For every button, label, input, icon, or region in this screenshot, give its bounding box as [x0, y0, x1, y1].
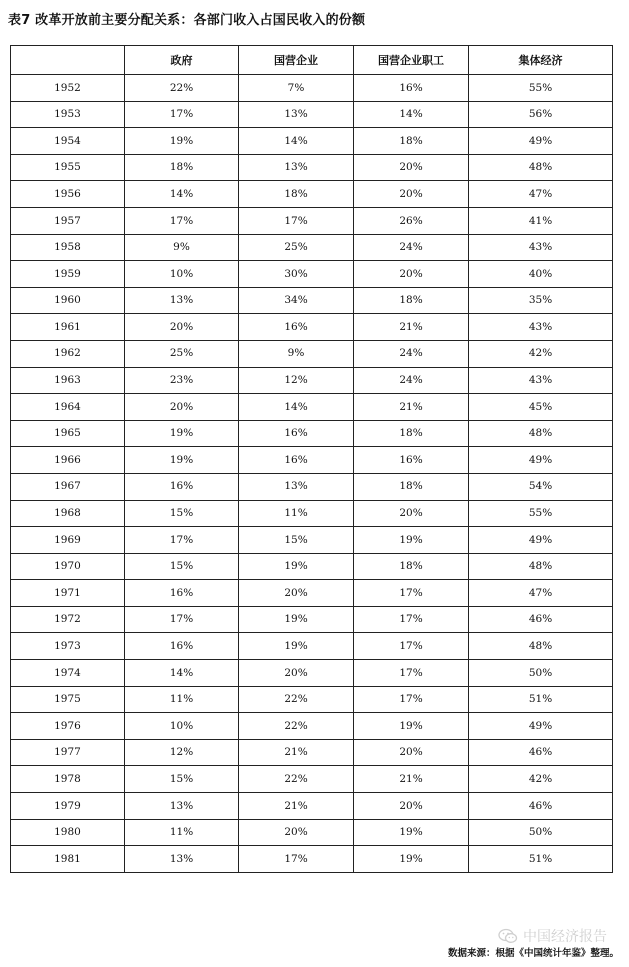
header-cell-collective: 集体经济 [469, 46, 613, 75]
cell-state-employees: 21% [354, 394, 469, 421]
data-table [10, 45, 613, 873]
cell-state-employees: 17% [354, 606, 469, 633]
cell-state-enterprise: 20% [239, 580, 354, 607]
header-cell-year [11, 46, 125, 75]
cell-collective: 43% [469, 314, 613, 341]
cell-government: 17% [125, 101, 239, 128]
cell-government: 19% [125, 420, 239, 447]
cell-collective: 42% [469, 340, 613, 367]
cell-government: 19% [125, 128, 239, 155]
cell-collective: 48% [469, 553, 613, 580]
cell-year: 1962 [11, 340, 125, 367]
cell-government: 9% [125, 234, 239, 261]
cell-state-employees: 17% [354, 660, 469, 687]
cell-state-enterprise: 13% [239, 101, 354, 128]
cell-government: 16% [125, 580, 239, 607]
cell-collective: 46% [469, 793, 613, 820]
table-row [11, 553, 613, 580]
cell-state-employees: 17% [354, 686, 469, 713]
cell-state-enterprise: 17% [239, 846, 354, 873]
source-note: 数据来源：根据《中国统计年鉴》整理。 [447, 948, 619, 959]
cell-year: 1955 [11, 154, 125, 181]
table-row [11, 447, 613, 474]
cell-government: 16% [125, 633, 239, 660]
cell-collective: 46% [469, 739, 613, 766]
cell-state-employees: 19% [354, 713, 469, 740]
cell-year: 1972 [11, 606, 125, 633]
cell-state-enterprise: 18% [239, 181, 354, 208]
cell-government: 23% [125, 367, 239, 394]
table-row [11, 234, 613, 261]
cell-state-enterprise: 16% [239, 420, 354, 447]
cell-government: 16% [125, 473, 239, 500]
cell-state-enterprise: 13% [239, 473, 354, 500]
cell-state-employees: 20% [354, 793, 469, 820]
cell-collective: 49% [469, 447, 613, 474]
cell-state-employees: 20% [354, 739, 469, 766]
cell-state-enterprise: 21% [239, 739, 354, 766]
cell-collective: 47% [469, 181, 613, 208]
cell-government: 25% [125, 340, 239, 367]
cell-government: 13% [125, 793, 239, 820]
table-row [11, 181, 613, 208]
table-row [11, 606, 613, 633]
cell-year: 1975 [11, 686, 125, 713]
cell-state-enterprise: 25% [239, 234, 354, 261]
table-row [11, 128, 613, 155]
cell-state-employees: 17% [354, 633, 469, 660]
cell-state-enterprise: 22% [239, 686, 354, 713]
cell-year: 1980 [11, 819, 125, 846]
cell-state-employees: 17% [354, 580, 469, 607]
cell-collective: 48% [469, 633, 613, 660]
cell-collective: 51% [469, 686, 613, 713]
cell-state-employees: 16% [354, 447, 469, 474]
cell-government: 12% [125, 739, 239, 766]
cell-state-enterprise: 7% [239, 75, 354, 102]
cell-government: 15% [125, 766, 239, 793]
cell-collective: 49% [469, 713, 613, 740]
watermark-text: 中国经济报告 [523, 929, 607, 945]
table-row [11, 739, 613, 766]
cell-state-employees: 19% [354, 846, 469, 873]
cell-state-employees: 20% [354, 261, 469, 288]
cell-state-employees: 20% [354, 181, 469, 208]
cell-government: 10% [125, 261, 239, 288]
table-row [11, 819, 613, 846]
table-row [11, 420, 613, 447]
cell-collective: 50% [469, 819, 613, 846]
cell-year: 1969 [11, 527, 125, 554]
cell-state-enterprise: 20% [239, 819, 354, 846]
cell-state-enterprise: 14% [239, 394, 354, 421]
cell-state-enterprise: 13% [239, 154, 354, 181]
cell-year: 1966 [11, 447, 125, 474]
cell-government: 13% [125, 846, 239, 873]
cell-year: 1971 [11, 580, 125, 607]
cell-government: 15% [125, 553, 239, 580]
cell-state-employees: 24% [354, 234, 469, 261]
cell-state-employees: 18% [354, 128, 469, 155]
cell-government: 17% [125, 606, 239, 633]
header-cell-government: 政府 [125, 46, 239, 75]
cell-collective: 55% [469, 75, 613, 102]
cell-year: 1965 [11, 420, 125, 447]
cell-state-employees: 20% [354, 154, 469, 181]
cell-year: 1956 [11, 181, 125, 208]
cell-year: 1961 [11, 314, 125, 341]
cell-government: 11% [125, 686, 239, 713]
cell-government: 11% [125, 819, 239, 846]
cell-government: 14% [125, 660, 239, 687]
cell-government: 20% [125, 394, 239, 421]
header-cell-state-employees: 国营企业职工 [354, 46, 469, 75]
cell-year: 1957 [11, 207, 125, 234]
table-title: 表7 改革开放前主要分配关系：各部门收入占国民收入的份额 [8, 13, 366, 28]
cell-collective: 35% [469, 287, 613, 314]
cell-state-enterprise: 22% [239, 713, 354, 740]
table-row [11, 287, 613, 314]
cell-year: 1954 [11, 128, 125, 155]
cell-collective: 47% [469, 580, 613, 607]
cell-state-enterprise: 14% [239, 128, 354, 155]
cell-collective: 49% [469, 128, 613, 155]
wechat-icon [498, 928, 518, 944]
cell-state-enterprise: 21% [239, 793, 354, 820]
table-row [11, 75, 613, 102]
table-header-row [11, 46, 613, 75]
cell-government: 18% [125, 154, 239, 181]
cell-state-employees: 18% [354, 420, 469, 447]
cell-government: 15% [125, 500, 239, 527]
table-row [11, 766, 613, 793]
table-row [11, 660, 613, 687]
cell-state-employees: 24% [354, 340, 469, 367]
cell-year: 1968 [11, 500, 125, 527]
cell-collective: 40% [469, 261, 613, 288]
table-row [11, 101, 613, 128]
cell-government: 19% [125, 447, 239, 474]
cell-state-enterprise: 9% [239, 340, 354, 367]
cell-state-employees: 14% [354, 101, 469, 128]
table-row [11, 580, 613, 607]
cell-year: 1970 [11, 553, 125, 580]
cell-government: 10% [125, 713, 239, 740]
table-row [11, 527, 613, 554]
cell-state-enterprise: 34% [239, 287, 354, 314]
cell-year: 1977 [11, 739, 125, 766]
cell-year: 1973 [11, 633, 125, 660]
cell-year: 1974 [11, 660, 125, 687]
cell-year: 1976 [11, 713, 125, 740]
cell-state-enterprise: 19% [239, 553, 354, 580]
cell-government: 17% [125, 527, 239, 554]
watermark [498, 926, 607, 946]
table-row [11, 261, 613, 288]
table-row [11, 633, 613, 660]
cell-year: 1963 [11, 367, 125, 394]
cell-collective: 49% [469, 527, 613, 554]
cell-year: 1959 [11, 261, 125, 288]
cell-collective: 56% [469, 101, 613, 128]
cell-year: 1960 [11, 287, 125, 314]
table-body [11, 75, 613, 873]
cell-state-enterprise: 30% [239, 261, 354, 288]
header-cell-state-enterprise: 国营企业 [239, 46, 354, 75]
table-row [11, 340, 613, 367]
cell-state-employees: 18% [354, 287, 469, 314]
cell-collective: 45% [469, 394, 613, 421]
cell-collective: 50% [469, 660, 613, 687]
table-row [11, 846, 613, 873]
table-row [11, 207, 613, 234]
cell-state-employees: 20% [354, 500, 469, 527]
cell-collective: 43% [469, 234, 613, 261]
cell-state-employees: 26% [354, 207, 469, 234]
table-row [11, 367, 613, 394]
cell-government: 14% [125, 181, 239, 208]
table-row [11, 686, 613, 713]
table-row [11, 793, 613, 820]
cell-collective: 48% [469, 154, 613, 181]
cell-year: 1952 [11, 75, 125, 102]
cell-state-employees: 18% [354, 553, 469, 580]
cell-state-employees: 21% [354, 766, 469, 793]
cell-year: 1981 [11, 846, 125, 873]
table-row [11, 154, 613, 181]
cell-state-enterprise: 20% [239, 660, 354, 687]
cell-collective: 48% [469, 420, 613, 447]
cell-state-employees: 21% [354, 314, 469, 341]
cell-state-employees: 18% [354, 473, 469, 500]
cell-government: 17% [125, 207, 239, 234]
cell-state-enterprise: 19% [239, 606, 354, 633]
cell-collective: 55% [469, 500, 613, 527]
cell-government: 13% [125, 287, 239, 314]
cell-year: 1958 [11, 234, 125, 261]
table-row [11, 473, 613, 500]
cell-state-enterprise: 16% [239, 314, 354, 341]
cell-state-enterprise: 12% [239, 367, 354, 394]
table-row [11, 500, 613, 527]
cell-collective: 43% [469, 367, 613, 394]
cell-state-enterprise: 19% [239, 633, 354, 660]
cell-year: 1953 [11, 101, 125, 128]
cell-collective: 41% [469, 207, 613, 234]
cell-government: 20% [125, 314, 239, 341]
cell-state-employees: 19% [354, 819, 469, 846]
cell-year: 1967 [11, 473, 125, 500]
cell-state-enterprise: 11% [239, 500, 354, 527]
cell-state-employees: 24% [354, 367, 469, 394]
cell-state-enterprise: 22% [239, 766, 354, 793]
table-row [11, 713, 613, 740]
cell-state-enterprise: 15% [239, 527, 354, 554]
cell-government: 22% [125, 75, 239, 102]
cell-year: 1964 [11, 394, 125, 421]
cell-state-employees: 16% [354, 75, 469, 102]
cell-collective: 51% [469, 846, 613, 873]
cell-year: 1979 [11, 793, 125, 820]
table-row [11, 394, 613, 421]
cell-collective: 46% [469, 606, 613, 633]
cell-state-employees: 19% [354, 527, 469, 554]
cell-collective: 42% [469, 766, 613, 793]
table-row [11, 314, 613, 341]
cell-state-enterprise: 17% [239, 207, 354, 234]
cell-state-enterprise: 16% [239, 447, 354, 474]
cell-collective: 54% [469, 473, 613, 500]
cell-year: 1978 [11, 766, 125, 793]
